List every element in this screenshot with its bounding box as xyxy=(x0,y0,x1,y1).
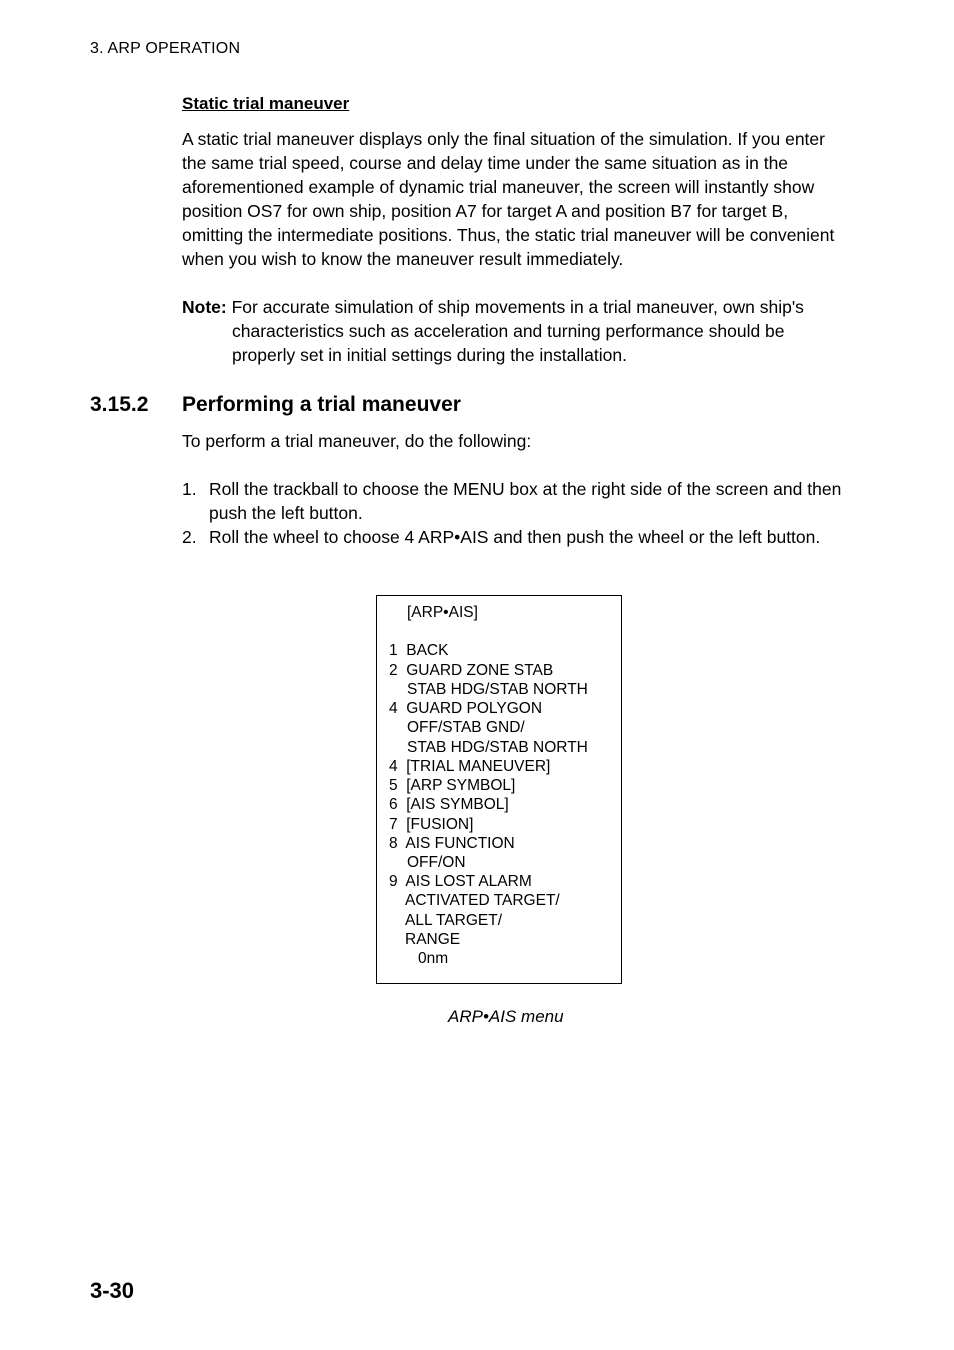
note-label: Note: xyxy=(182,297,227,317)
note-block xyxy=(182,295,842,367)
static-trial-paragraph: A static trial maneuver displays only the final situation of the simulation. If you enter the same trial speed, course and delay time under the same situation as in the aforementioned example of dynamic trial maneuver, the screen will instantly show position OS7 for own ship, position A7 for target A and position B7 for target B, omitting the intermediate positions. Thus, the static trial maneuver will be convenient when you wish to know the maneuver result immediately. xyxy=(182,129,835,269)
menu-item: 7 [FUSION] xyxy=(389,816,474,833)
menu-title: [ARP•AIS] xyxy=(407,604,478,621)
step-text: Roll the wheel to choose 4 ARP•AIS and then push the wheel or the left button. xyxy=(209,527,821,547)
menu-item: 4 [TRIAL MANEUVER] xyxy=(389,758,551,775)
menu-item: 2 GUARD ZONE STAB xyxy=(389,662,554,679)
menu-item: 1 BACK xyxy=(389,642,449,659)
menu-item: 4 GUARD POLYGON xyxy=(389,700,543,717)
menu-item: 9 AIS LOST ALARM xyxy=(389,873,532,890)
menu-item-value: 0nm xyxy=(418,950,449,967)
menu-item-option: ALL TARGET/ xyxy=(405,912,503,929)
step-number: 2. xyxy=(182,527,197,547)
menu-item: 8 AIS FUNCTION xyxy=(389,835,515,852)
menu-item-option: STAB HDG/STAB NORTH xyxy=(407,681,588,698)
section-title: Performing a trial maneuver xyxy=(182,393,461,416)
figure-caption: ARP•AIS menu xyxy=(448,1007,564,1026)
step-text: Roll the trackball to choose the MENU box at the right side of the screen and then push the left button. xyxy=(209,479,842,523)
section-number: 3.15.2 xyxy=(90,393,149,416)
menu-item-option: OFF/STAB GND/ xyxy=(407,719,525,736)
menu-item-option: STAB HDG/STAB NORTH xyxy=(407,739,588,756)
section-intro: To perform a trial maneuver, do the following: xyxy=(182,431,532,451)
step-item xyxy=(182,477,842,525)
page-number: 3-30 xyxy=(90,1278,135,1303)
note-text: For accurate simulation of ship movements in a trial maneuver, own ship's characteristics such as acceleration and turning performance should be properly set in initial settings during the installation. xyxy=(226,297,804,365)
static-trial-heading: Static trial maneuver xyxy=(182,94,350,113)
menu-item-option: OFF/ON xyxy=(407,854,466,871)
running-header: 3. ARP OPERATION xyxy=(90,40,241,57)
step-list xyxy=(182,477,842,549)
step-number: 1. xyxy=(182,479,197,499)
menu-item-option: RANGE xyxy=(405,931,461,948)
menu-item-option: ACTIVATED TARGET/ xyxy=(405,892,560,909)
step-item xyxy=(182,525,842,549)
arp-ais-menu-box xyxy=(376,595,622,984)
menu-item: 6 [AIS SYMBOL] xyxy=(389,796,509,813)
menu-item: 5 [ARP SYMBOL] xyxy=(389,777,516,794)
